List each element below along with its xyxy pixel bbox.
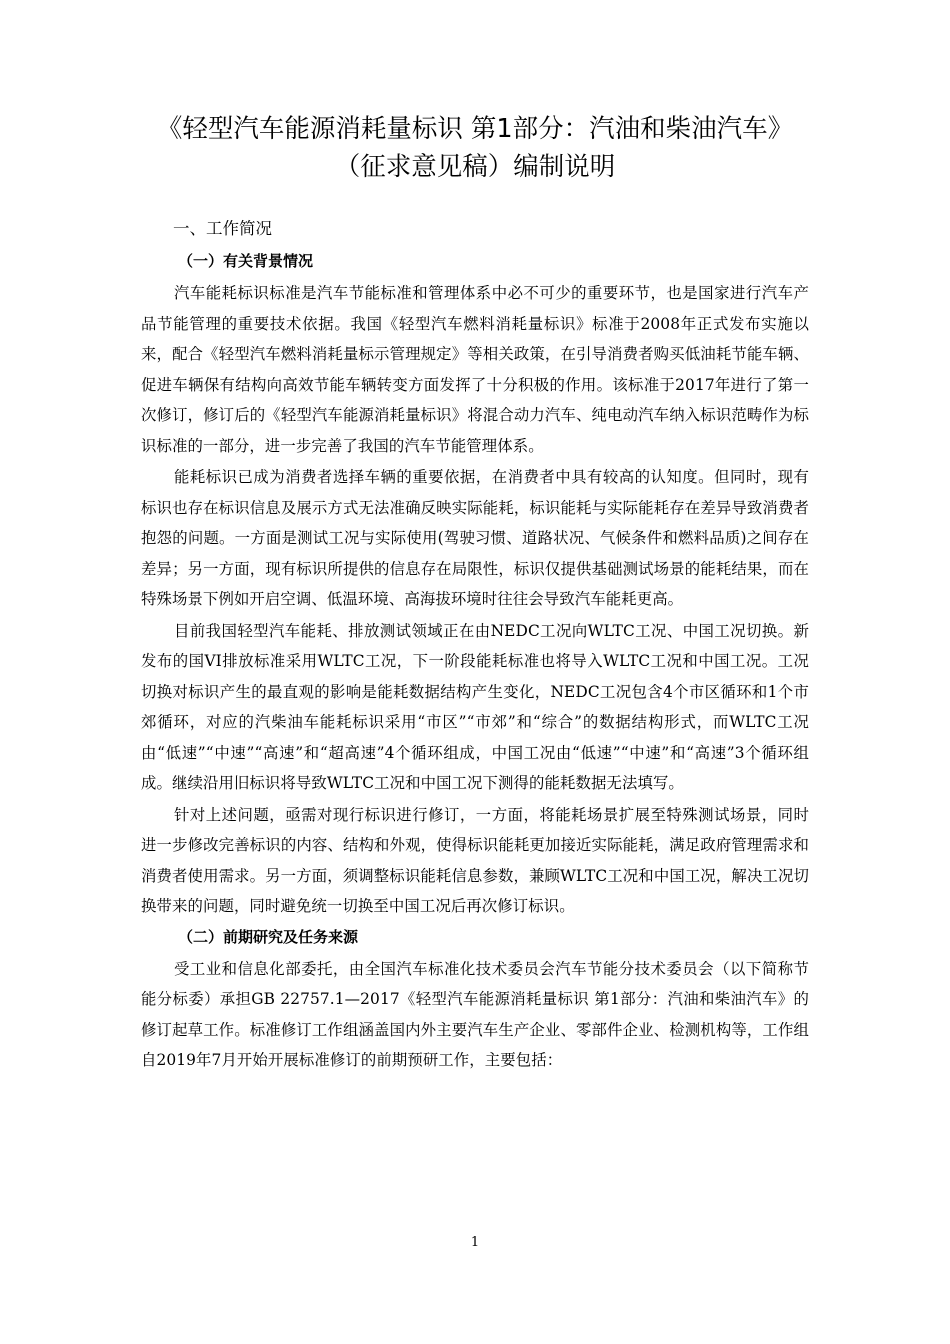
document-title xyxy=(100,110,850,186)
title-line-2: （征求意见稿）编制说明 xyxy=(334,152,616,182)
paragraph-background-2: 能耗标识已成为消费者选择车辆的重要依据，在消费者中具有较高的认知度。但同时，现有标识也存在标识信息及展示方式无法准确反映实际能耗，标识能耗与实际能耗存在差异导致消费者抱怨的问题。一方面是测试工况与实际使用(驾驶习惯、道路状况、气候条件和燃料品质)之间存在差异；另一方面，现有标识所提供的信息存在局限性，标识仅提供基础测试场景的能耗结果，而在特殊场景下例如开启空调、低温环境、高海拔环境时往往会导致汽车能耗更高。 xyxy=(141,468,809,608)
subsection-heading-task-source: （二）前期研究及任务来源 xyxy=(178,927,359,946)
document-body xyxy=(141,215,809,1077)
paragraph-background-1: 汽车能耗标识标准是汽车节能标准和管理体系中必不可少的重要环节，也是国家进行汽车产品节能管理的重要技术依据。我国《轻型汽车燃料消耗量标识》标准于2008年正式发布实施以来，配合《轻型汽车燃料消耗量标示管理规定》等相关政策，在引导消费者购买低油耗节能车辆、促进车辆保有结构向高效节能车辆转变方面发挥了十分积极的作用。该标准于2017年进行了第一次修订，修订后的《轻型汽车能源消耗量标识》将混合动力汽车、纯电动汽车纳入标识范畴作为标识标准的一部分，进一步完善了我国的汽车节能管理体系。 xyxy=(141,284,809,455)
section-heading-work-overview: 一、工作简况 xyxy=(173,219,272,238)
paragraph-background-4: 针对上述问题，亟需对现行标识进行修订，一方面，将能耗场景扩展至特殊测试场景，同时进一步修改完善标识的内容、结构和外观，使得标识能耗更加接近实际能耗，满足政府管理需求和消费者使用需求。另一方面，须调整标识能耗信息参数，兼顾WLTC工况和中国工况，解决工况切换带来的问题，同时避免统一切换至中国工况后再次修订标识。 xyxy=(141,805,809,915)
page-number: 1 xyxy=(470,1235,480,1250)
title-line-1: 《轻型汽车能源消耗量标识 第1部分：汽油和柴油汽车》 xyxy=(156,114,794,144)
paragraph-task-1: 受工业和信息化部委托，由全国汽车标准化技术委员会汽车节能分技术委员会（以下简称节能分标委）承担GB 22757.1—2017《轻型汽车能源消耗量标识 第1部分：汽油和柴油汽车》的修订起草工作。标准修订工作组涵盖国内外主要汽车生产企业、零部件企业、检测机构等，工作组自2019年7月开始开展标准修订的前期预研工作，主要包括： xyxy=(141,959,809,1069)
paragraph-background-3: 目前我国轻型汽车能耗、排放测试领域正在由NEDC工况向WLTC工况、中国工况切换。新发布的国VI排放标准采用WLTC工况，下一阶段能耗标准也将导入WLTC工况和中国工况。工况切换对标识产生的最直观的影响是能耗数据结构产生变化，NEDC工况包含4个市区循环和1个市郊循环，对应的汽柴油车能耗标识采用“市区”“市郊”和“综合”的数据结构形式，而WLTC工况由“低速”“中速”“高速”和“超高速”4个循环组成，中国工况由“低速”“中速”和“高速”3个循环组成。继续沿用旧标识将导致WLTC工况和中国工况下测得的能耗数据无法填写。 xyxy=(141,621,809,792)
subsection-heading-background: （一）有关背景情况 xyxy=(178,252,314,270)
